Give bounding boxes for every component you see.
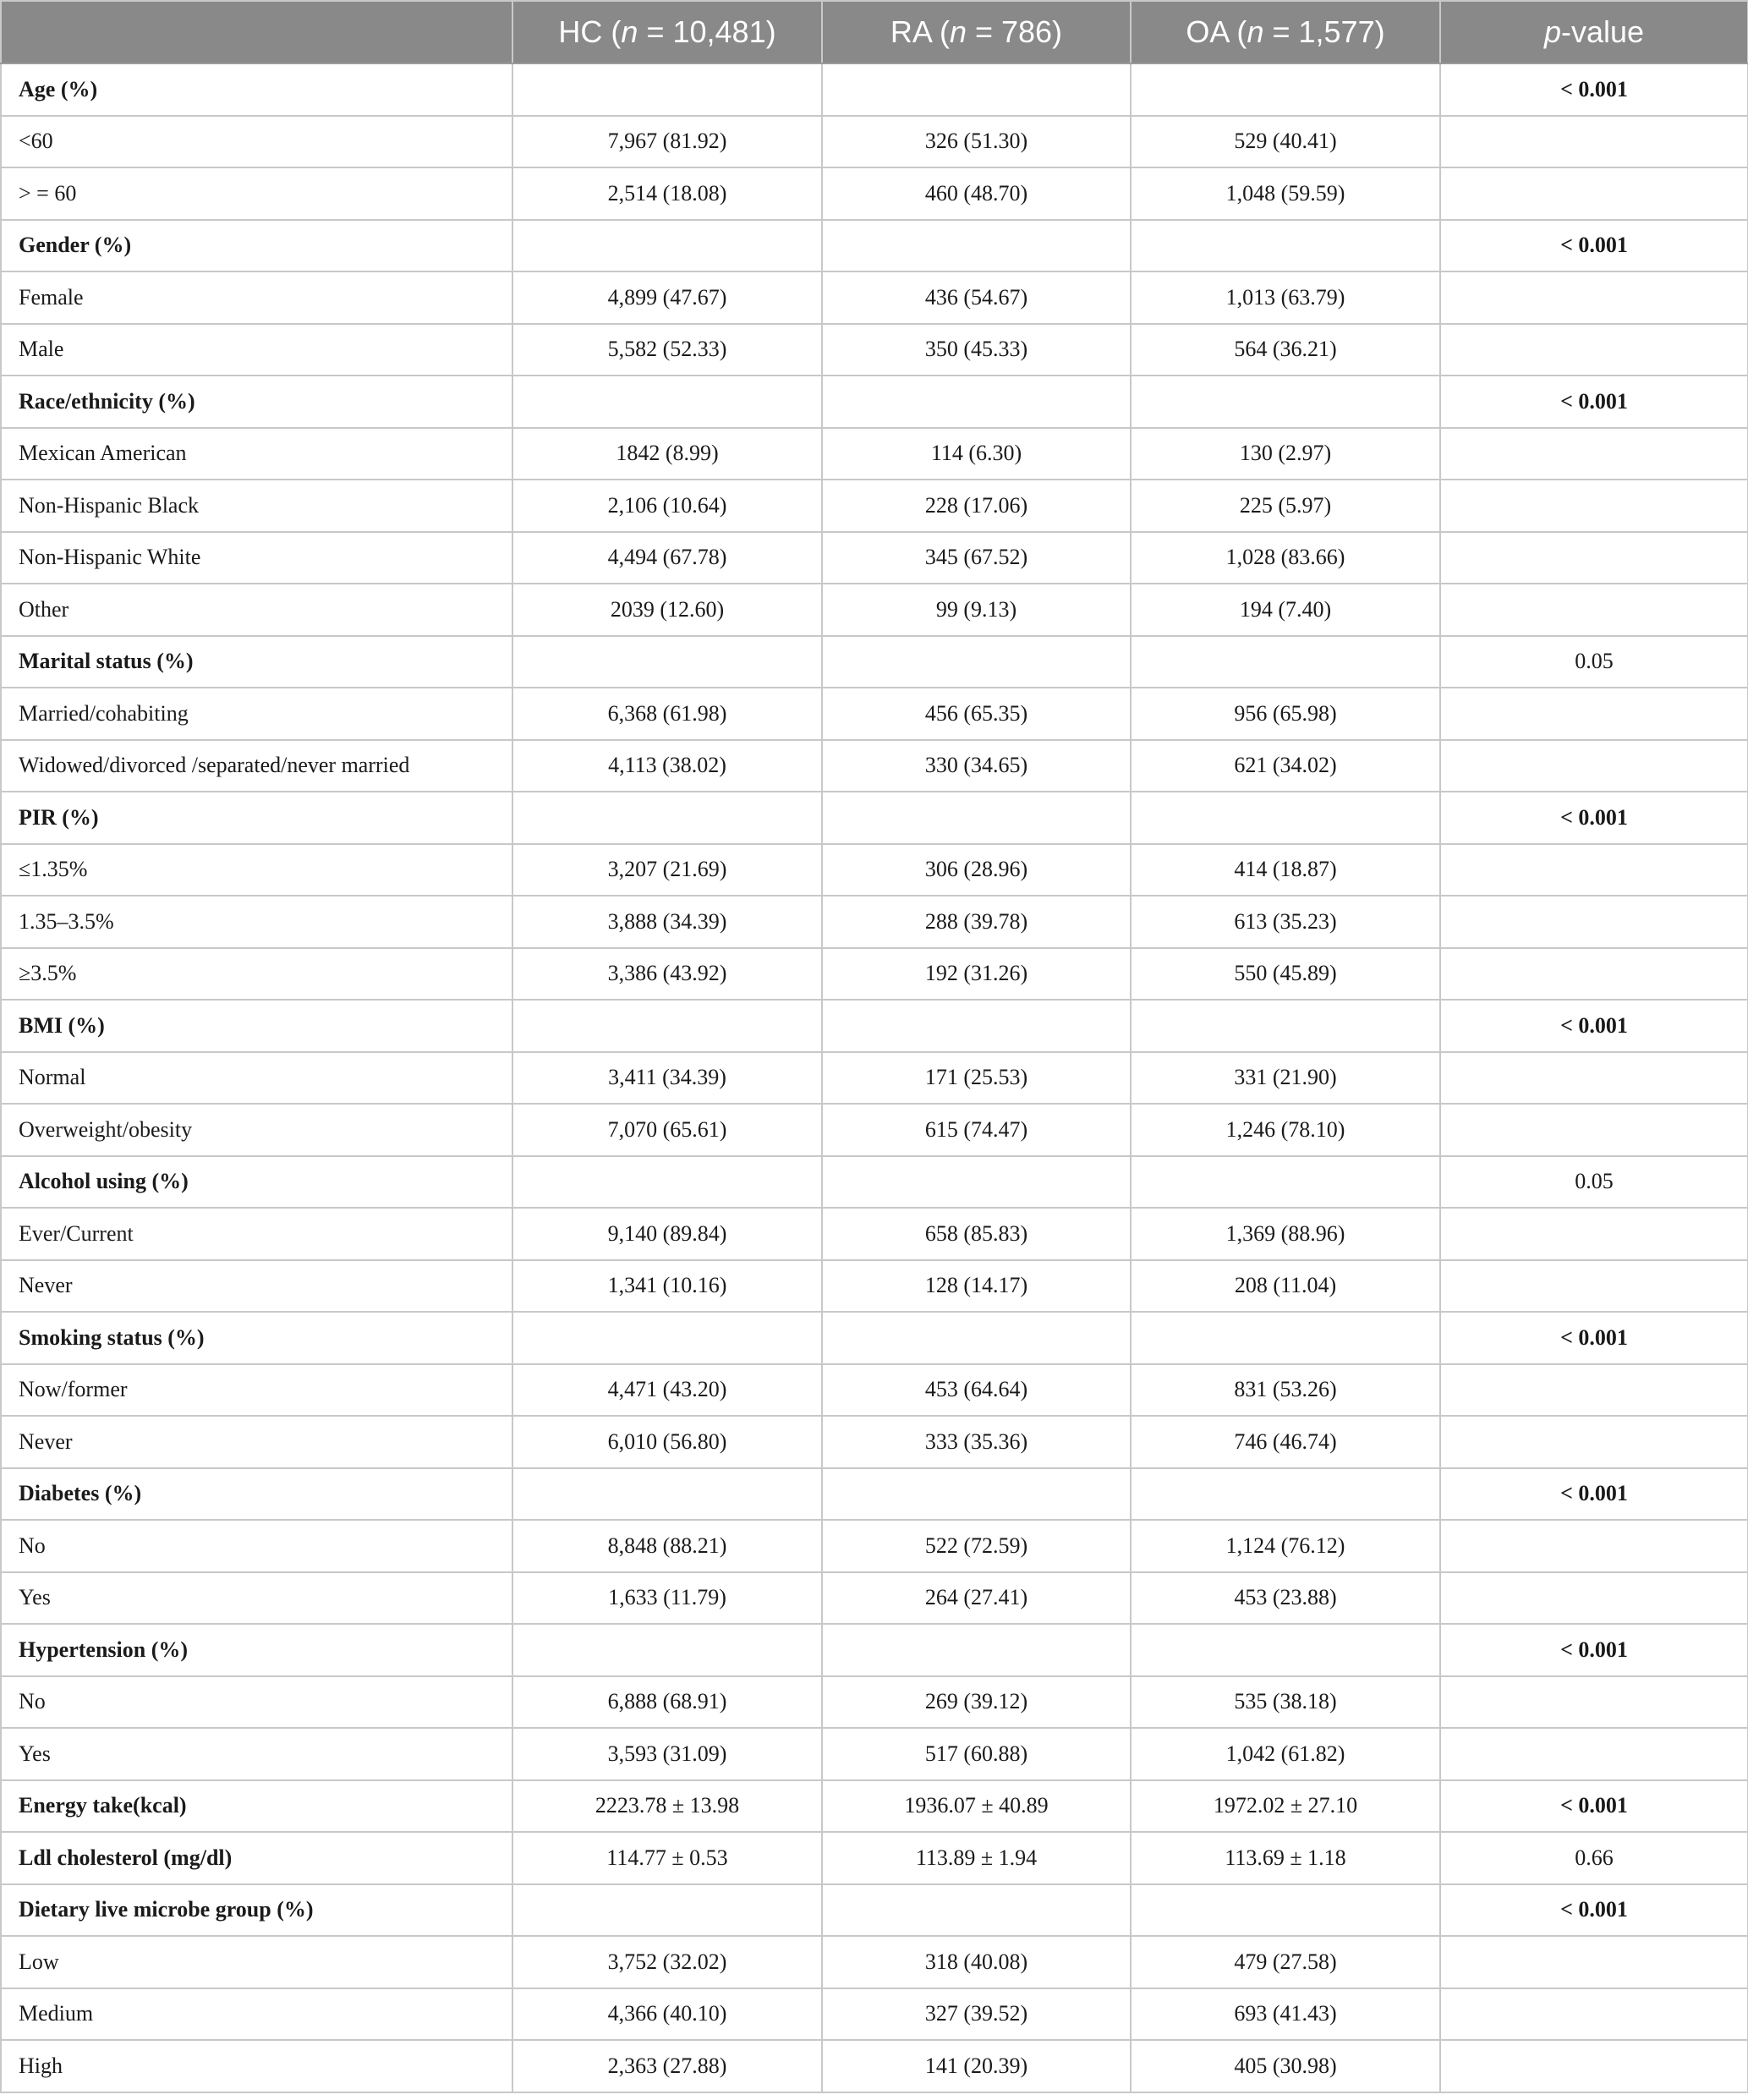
oa-value bbox=[1131, 1884, 1440, 1937]
ra-value: 345 (67.52) bbox=[822, 532, 1131, 584]
p-value bbox=[1440, 1104, 1748, 1156]
hc-value: 6,888 (68.91) bbox=[512, 1676, 822, 1729]
row-label: PIR (%) bbox=[1, 792, 512, 844]
oa-value: 693 (41.43) bbox=[1131, 1988, 1440, 2041]
row-label: Age (%) bbox=[1, 63, 512, 116]
oa-value: 956 (65.98) bbox=[1131, 688, 1440, 740]
oa-value: 613 (35.23) bbox=[1131, 896, 1440, 948]
table-section-row bbox=[1, 1156, 1748, 1209]
hc-value bbox=[512, 220, 822, 272]
oa-value: 1,369 (88.96) bbox=[1131, 1208, 1440, 1260]
oa-value: 1,124 (76.12) bbox=[1131, 1520, 1440, 1572]
ra-value: 615 (74.47) bbox=[822, 1104, 1131, 1156]
ra-value: 460 (48.70) bbox=[822, 167, 1131, 220]
row-label: Diabetes (%) bbox=[1, 1468, 512, 1521]
row-label: > = 60 bbox=[1, 167, 512, 220]
table-row bbox=[1, 1104, 1748, 1156]
oa-value bbox=[1131, 220, 1440, 272]
oa-value: 453 (23.88) bbox=[1131, 1572, 1440, 1625]
hc-value bbox=[512, 63, 822, 116]
p-value bbox=[1440, 532, 1748, 584]
p-value bbox=[1440, 1416, 1748, 1468]
ra-value: 288 (39.78) bbox=[822, 896, 1131, 948]
p-value: 0.66 bbox=[1440, 1832, 1748, 1884]
row-label: Male bbox=[1, 324, 512, 376]
oa-value: 130 (2.97) bbox=[1131, 428, 1440, 480]
table-row bbox=[1, 1988, 1748, 2041]
p-value bbox=[1440, 688, 1748, 740]
row-label: Widowed/divorced /separated/never married bbox=[1, 740, 512, 792]
row-label: Non-Hispanic Black bbox=[1, 480, 512, 532]
oa-value bbox=[1131, 1624, 1440, 1676]
hc-value: 3,752 (32.02) bbox=[512, 1936, 822, 1988]
header-p-value: p-value bbox=[1440, 1, 1748, 63]
ra-value: 114 (6.30) bbox=[822, 428, 1131, 480]
table-section-row bbox=[1, 792, 1748, 844]
row-label: Never bbox=[1, 1260, 512, 1313]
row-label: Other bbox=[1, 584, 512, 636]
row-label: Ldl cholesterol (mg/dl) bbox=[1, 1832, 512, 1884]
p-value bbox=[1440, 1676, 1748, 1729]
p-value bbox=[1440, 1052, 1748, 1105]
p-value: 0.05 bbox=[1440, 636, 1748, 688]
p-value: < 0.001 bbox=[1440, 1312, 1748, 1364]
hc-value: 6,368 (61.98) bbox=[512, 688, 822, 740]
ra-value: 128 (14.17) bbox=[822, 1260, 1131, 1313]
p-value bbox=[1440, 1572, 1748, 1625]
hc-value: 3,888 (34.39) bbox=[512, 896, 822, 948]
ra-value: 330 (34.65) bbox=[822, 740, 1131, 792]
oa-value: 331 (21.90) bbox=[1131, 1052, 1440, 1105]
row-label: Low bbox=[1, 1936, 512, 1988]
ra-value: 327 (39.52) bbox=[822, 1988, 1131, 2041]
p-value: < 0.001 bbox=[1440, 63, 1748, 116]
hc-value bbox=[512, 1000, 822, 1052]
ra-value bbox=[822, 792, 1131, 844]
oa-value: 1,246 (78.10) bbox=[1131, 1104, 1440, 1156]
hc-value bbox=[512, 376, 822, 428]
hc-value bbox=[512, 1312, 822, 1364]
row-label: 1.35–3.5% bbox=[1, 896, 512, 948]
header-hc: HC (n = 10,481) bbox=[512, 1, 822, 63]
row-label: Normal bbox=[1, 1052, 512, 1105]
oa-value: 746 (46.74) bbox=[1131, 1416, 1440, 1468]
hc-value: 4,113 (38.02) bbox=[512, 740, 822, 792]
ra-value: 192 (31.26) bbox=[822, 948, 1131, 1001]
row-label: Mexican American bbox=[1, 428, 512, 480]
hc-value: 3,386 (43.92) bbox=[512, 948, 822, 1001]
table-header bbox=[1, 1, 1748, 63]
ra-value: 306 (28.96) bbox=[822, 844, 1131, 896]
hc-value: 3,411 (34.39) bbox=[512, 1052, 822, 1105]
oa-value: 1,028 (83.66) bbox=[1131, 532, 1440, 584]
table-row bbox=[1, 532, 1748, 584]
row-label: Energy take(kcal) bbox=[1, 1780, 512, 1833]
table-row bbox=[1, 1052, 1748, 1105]
p-value bbox=[1440, 1364, 1748, 1417]
ra-value bbox=[822, 636, 1131, 688]
oa-value: 621 (34.02) bbox=[1131, 740, 1440, 792]
header-row bbox=[1, 1, 1748, 63]
table-body bbox=[1, 63, 1748, 2092]
p-value bbox=[1440, 1728, 1748, 1780]
row-label: Non-Hispanic White bbox=[1, 532, 512, 584]
oa-value: 405 (30.98) bbox=[1131, 2040, 1440, 2092]
table-row bbox=[1, 740, 1748, 792]
p-value: < 0.001 bbox=[1440, 376, 1748, 428]
hc-value: 2039 (12.60) bbox=[512, 584, 822, 636]
p-value bbox=[1440, 480, 1748, 532]
header-ra: RA (n = 786) bbox=[822, 1, 1131, 63]
p-value bbox=[1440, 844, 1748, 896]
row-label: High bbox=[1, 2040, 512, 2092]
row-label: Overweight/obesity bbox=[1, 1104, 512, 1156]
hc-value: 6,010 (56.80) bbox=[512, 1416, 822, 1468]
table-row bbox=[1, 116, 1748, 168]
p-value bbox=[1440, 896, 1748, 948]
hc-value bbox=[512, 792, 822, 844]
oa-value bbox=[1131, 376, 1440, 428]
row-label: <60 bbox=[1, 116, 512, 168]
table-row bbox=[1, 688, 1748, 740]
table-section-row bbox=[1, 1624, 1748, 1676]
ra-value: 333 (35.36) bbox=[822, 1416, 1131, 1468]
ra-value bbox=[822, 1624, 1131, 1676]
p-value bbox=[1440, 428, 1748, 480]
table-row bbox=[1, 271, 1748, 324]
ra-value: 436 (54.67) bbox=[822, 271, 1131, 324]
oa-value: 831 (53.26) bbox=[1131, 1364, 1440, 1417]
table-section-row bbox=[1, 636, 1748, 688]
row-label: Alcohol using (%) bbox=[1, 1156, 512, 1209]
table-row bbox=[1, 896, 1748, 948]
ra-value: 318 (40.08) bbox=[822, 1936, 1131, 1988]
hc-value bbox=[512, 636, 822, 688]
table-row bbox=[1, 1728, 1748, 1780]
table-row bbox=[1, 1208, 1748, 1260]
hc-value bbox=[512, 1468, 822, 1521]
ra-value bbox=[822, 1000, 1131, 1052]
table-row bbox=[1, 480, 1748, 532]
row-label: Yes bbox=[1, 1728, 512, 1780]
oa-value: 194 (7.40) bbox=[1131, 584, 1440, 636]
p-value bbox=[1440, 1260, 1748, 1313]
oa-value: 564 (36.21) bbox=[1131, 324, 1440, 376]
table-row bbox=[1, 2040, 1748, 2092]
ra-value: 269 (39.12) bbox=[822, 1676, 1131, 1729]
p-value bbox=[1440, 1520, 1748, 1572]
row-label: Medium bbox=[1, 1988, 512, 2041]
oa-value: 208 (11.04) bbox=[1131, 1260, 1440, 1313]
hc-value: 4,471 (43.20) bbox=[512, 1364, 822, 1417]
p-value bbox=[1440, 1208, 1748, 1260]
ra-value: 1936.07 ± 40.89 bbox=[822, 1780, 1131, 1833]
table-row bbox=[1, 1936, 1748, 1988]
oa-value bbox=[1131, 792, 1440, 844]
oa-value bbox=[1131, 1000, 1440, 1052]
row-label: No bbox=[1, 1520, 512, 1572]
row-label: Race/ethnicity (%) bbox=[1, 376, 512, 428]
row-label: Gender (%) bbox=[1, 220, 512, 272]
hc-value bbox=[512, 1884, 822, 1937]
p-value bbox=[1440, 1936, 1748, 1988]
table-row bbox=[1, 167, 1748, 220]
ra-value: 350 (45.33) bbox=[822, 324, 1131, 376]
oa-value: 1,013 (63.79) bbox=[1131, 271, 1440, 324]
table-section-row bbox=[1, 1780, 1748, 1833]
hc-value: 2,363 (27.88) bbox=[512, 2040, 822, 2092]
table-row bbox=[1, 1260, 1748, 1313]
p-value: < 0.001 bbox=[1440, 1468, 1748, 1521]
hc-value: 2,106 (10.64) bbox=[512, 480, 822, 532]
hc-value: 9,140 (89.84) bbox=[512, 1208, 822, 1260]
p-value: < 0.001 bbox=[1440, 220, 1748, 272]
ra-value bbox=[822, 376, 1131, 428]
hc-value bbox=[512, 1156, 822, 1209]
header-variable-cell bbox=[1, 1, 512, 63]
table-row bbox=[1, 1364, 1748, 1417]
oa-value bbox=[1131, 1312, 1440, 1364]
p-value bbox=[1440, 167, 1748, 220]
header-oa: OA (n = 1,577) bbox=[1131, 1, 1440, 63]
oa-value bbox=[1131, 1468, 1440, 1521]
row-label: Hypertension (%) bbox=[1, 1624, 512, 1676]
p-value: < 0.001 bbox=[1440, 1780, 1748, 1833]
ra-value: 113.89 ± 1.94 bbox=[822, 1832, 1131, 1884]
hc-value: 1842 (8.99) bbox=[512, 428, 822, 480]
row-label: ≤1.35% bbox=[1, 844, 512, 896]
ra-value bbox=[822, 63, 1131, 116]
ra-value: 141 (20.39) bbox=[822, 2040, 1131, 2092]
table-row bbox=[1, 1520, 1748, 1572]
oa-value: 113.69 ± 1.18 bbox=[1131, 1832, 1440, 1884]
oa-value: 550 (45.89) bbox=[1131, 948, 1440, 1001]
hc-value: 7,967 (81.92) bbox=[512, 116, 822, 168]
oa-value: 1,048 (59.59) bbox=[1131, 167, 1440, 220]
ra-value: 522 (72.59) bbox=[822, 1520, 1131, 1572]
ra-value: 228 (17.06) bbox=[822, 480, 1131, 532]
oa-value bbox=[1131, 63, 1440, 116]
hc-value: 3,593 (31.09) bbox=[512, 1728, 822, 1780]
table-row bbox=[1, 1416, 1748, 1468]
hc-value bbox=[512, 1624, 822, 1676]
oa-value: 529 (40.41) bbox=[1131, 116, 1440, 168]
table-section-row bbox=[1, 1884, 1748, 1937]
table-row bbox=[1, 1676, 1748, 1729]
row-label: Now/former bbox=[1, 1364, 512, 1417]
p-value bbox=[1440, 948, 1748, 1001]
oa-value: 225 (5.97) bbox=[1131, 480, 1440, 532]
hc-value: 2223.78 ± 13.98 bbox=[512, 1780, 822, 1833]
p-value: < 0.001 bbox=[1440, 792, 1748, 844]
table-row bbox=[1, 844, 1748, 896]
table-row bbox=[1, 584, 1748, 636]
hc-value: 114.77 ± 0.53 bbox=[512, 1832, 822, 1884]
hc-value: 4,899 (47.67) bbox=[512, 271, 822, 324]
oa-value: 479 (27.58) bbox=[1131, 1936, 1440, 1988]
ra-value: 456 (65.35) bbox=[822, 688, 1131, 740]
row-label: Never bbox=[1, 1416, 512, 1468]
p-value: < 0.001 bbox=[1440, 1624, 1748, 1676]
ra-value bbox=[822, 220, 1131, 272]
ra-value bbox=[822, 1468, 1131, 1521]
p-value: < 0.001 bbox=[1440, 1884, 1748, 1937]
p-value bbox=[1440, 116, 1748, 168]
oa-value: 414 (18.87) bbox=[1131, 844, 1440, 896]
row-label: No bbox=[1, 1676, 512, 1729]
table-section-row bbox=[1, 1468, 1748, 1521]
table-section-row bbox=[1, 1832, 1748, 1884]
oa-value bbox=[1131, 1156, 1440, 1209]
table-section-row bbox=[1, 1000, 1748, 1052]
hc-value: 2,514 (18.08) bbox=[512, 167, 822, 220]
row-label: Marital status (%) bbox=[1, 636, 512, 688]
row-label: Female bbox=[1, 271, 512, 324]
table-section-row bbox=[1, 1312, 1748, 1364]
p-value bbox=[1440, 271, 1748, 324]
p-value bbox=[1440, 740, 1748, 792]
ra-value: 517 (60.88) bbox=[822, 1728, 1131, 1780]
table-section-row bbox=[1, 220, 1748, 272]
oa-value: 535 (38.18) bbox=[1131, 1676, 1440, 1729]
row-label: Smoking status (%) bbox=[1, 1312, 512, 1364]
row-label: Ever/Current bbox=[1, 1208, 512, 1260]
hc-value: 4,494 (67.78) bbox=[512, 532, 822, 584]
ra-value: 326 (51.30) bbox=[822, 116, 1131, 168]
hc-value: 7,070 (65.61) bbox=[512, 1104, 822, 1156]
table-row bbox=[1, 324, 1748, 376]
hc-value: 5,582 (52.33) bbox=[512, 324, 822, 376]
hc-value: 3,207 (21.69) bbox=[512, 844, 822, 896]
p-value: < 0.001 bbox=[1440, 1000, 1748, 1052]
table-row bbox=[1, 428, 1748, 480]
ra-value: 171 (25.53) bbox=[822, 1052, 1131, 1105]
table-section-row bbox=[1, 63, 1748, 116]
ra-value: 99 (9.13) bbox=[822, 584, 1131, 636]
row-label: ≥3.5% bbox=[1, 948, 512, 1001]
p-value bbox=[1440, 324, 1748, 376]
row-label: Yes bbox=[1, 1572, 512, 1625]
table-section-row bbox=[1, 376, 1748, 428]
row-label: BMI (%) bbox=[1, 1000, 512, 1052]
ra-value: 453 (64.64) bbox=[822, 1364, 1131, 1417]
hc-value: 4,366 (40.10) bbox=[512, 1988, 822, 2041]
hc-value: 8,848 (88.21) bbox=[512, 1520, 822, 1572]
p-value bbox=[1440, 1988, 1748, 2041]
ra-value: 658 (85.83) bbox=[822, 1208, 1131, 1260]
p-value: 0.05 bbox=[1440, 1156, 1748, 1209]
p-value bbox=[1440, 584, 1748, 636]
oa-value: 1972.02 ± 27.10 bbox=[1131, 1780, 1440, 1833]
oa-value: 1,042 (61.82) bbox=[1131, 1728, 1440, 1780]
hc-value: 1,633 (11.79) bbox=[512, 1572, 822, 1625]
ra-value bbox=[822, 1884, 1131, 1937]
ra-value bbox=[822, 1312, 1131, 1364]
hc-value: 1,341 (10.16) bbox=[512, 1260, 822, 1313]
table-row bbox=[1, 1572, 1748, 1625]
row-label: Married/cohabiting bbox=[1, 688, 512, 740]
row-label: Dietary live microbe group (%) bbox=[1, 1884, 512, 1937]
p-value bbox=[1440, 2040, 1748, 2092]
ra-value: 264 (27.41) bbox=[822, 1572, 1131, 1625]
oa-value bbox=[1131, 636, 1440, 688]
table-row bbox=[1, 948, 1748, 1001]
ra-value bbox=[822, 1156, 1131, 1209]
